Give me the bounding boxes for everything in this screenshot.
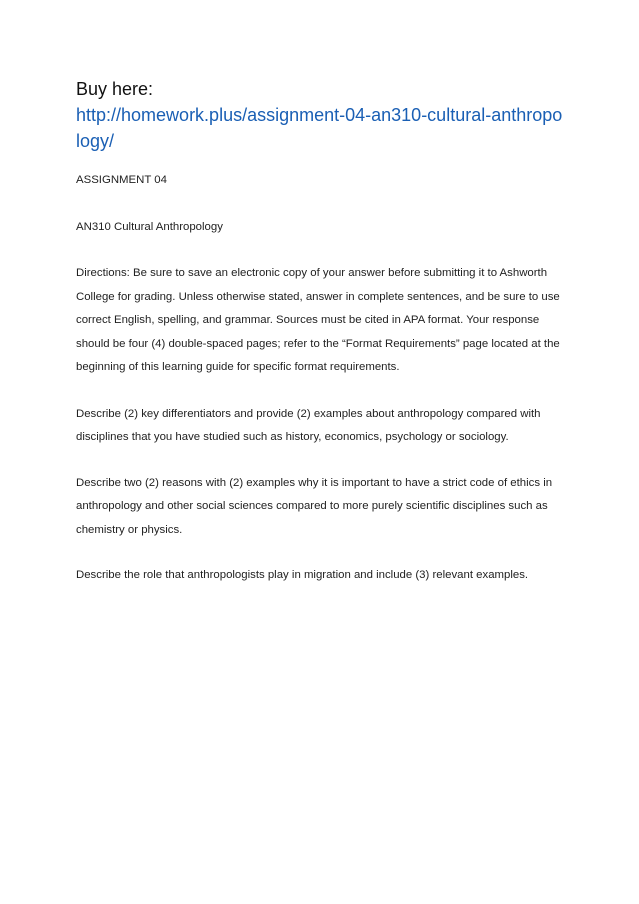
assignment-link[interactable]: http://homework.plus/assignment-04-an310-cultural-anthropology/ [76,105,563,151]
question-1: Describe (2) key differentiators and provide (2) examples about anthropology compared with disciplines that you have studied such as history, economics, psychology or sociology. [76,407,541,443]
buy-here-label: Buy here: [76,79,154,99]
question-2: Describe two (2) reasons with (2) examples why it is important to have a strict code of ethics in anthropology and other social sciences compared to more purely scientific disciplines such as chemistry or physics. [76,476,553,536]
directions-paragraph: Directions: Be sure to save an electronic copy of your answer before submitting it to Ashworth College for grading. Unless otherwise stated, answer in complete sentences, and be sure to use correct English, spelling, and grammar. Sources must be cited in APA format. Your response should be four (4) double-spaced pages; refer to the “Format Requirements” page located at the beginning of this learning guide for specific format requirements. [76,267,560,373]
document-page [76,76,566,588]
question-3: Describe the role that anthropologists play in migration and include (3) relevant examples. [76,569,529,581]
assignment-number: ASSIGNMENT 04 [76,174,167,186]
course-title: AN310 Cultural Anthropology [76,220,223,233]
